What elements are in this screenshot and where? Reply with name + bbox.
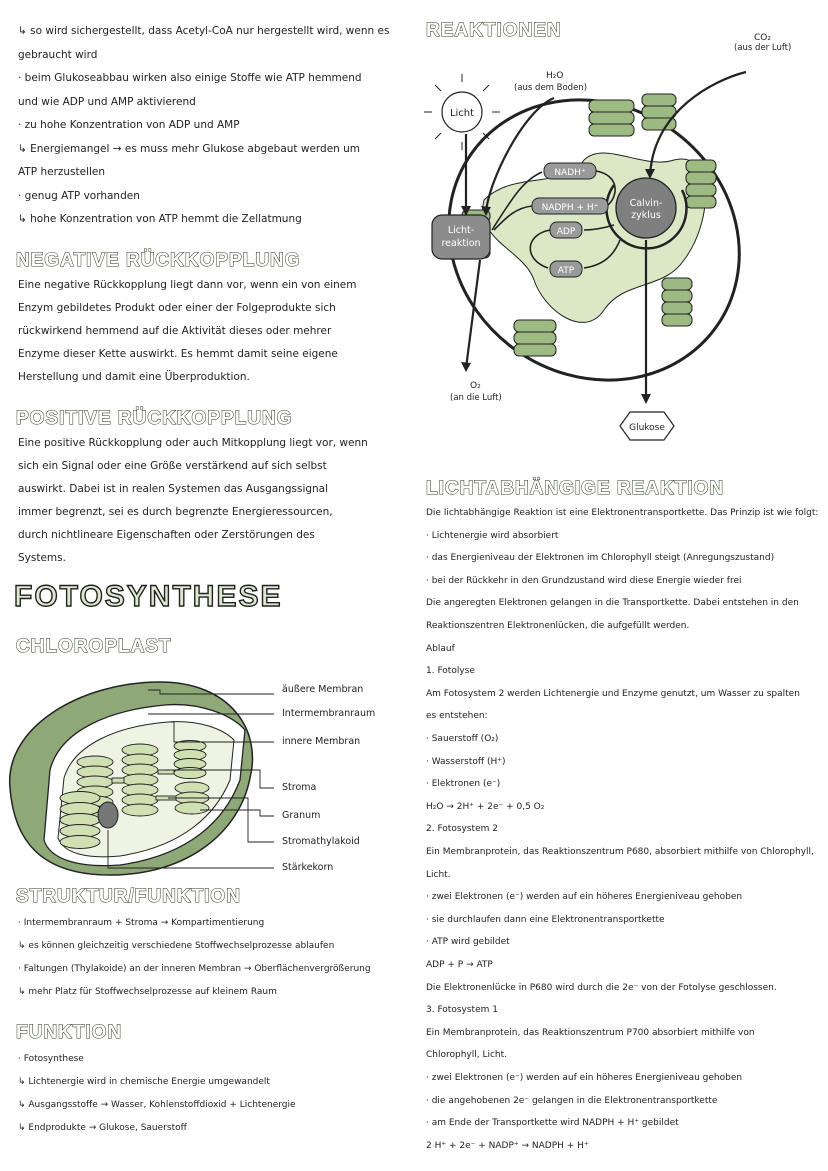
text-line: Chlorophyll, Licht. xyxy=(426,1050,508,1061)
chloroplast-heading: CHLOROPLAST xyxy=(16,636,172,657)
adp-label: ADP xyxy=(556,227,576,237)
stack-right xyxy=(662,278,692,326)
text-line: Herstellung und damit eine Überproduktion. xyxy=(18,371,250,383)
stack-right-top xyxy=(686,160,716,208)
text-line: ↳ es können gleichzeitig verschiedene Stoffwechselprozesse ablaufen xyxy=(18,941,335,951)
co2-sub-label: (aus der Luft) xyxy=(734,43,792,53)
text-line: · Intermembranraum + Stroma → Kompartimentierung xyxy=(18,918,265,928)
text-line: · Fotosynthese xyxy=(18,1054,84,1064)
text-line: Eine positive Rückkopplung oder auch Mitkopplung liegt vor, wenn xyxy=(18,437,368,449)
text-line: Die Elektronenlücke in P680 wird durch die 2e⁻ von der Fotolyse geschlossen. xyxy=(426,982,777,993)
text-line: · das Energieniveau der Elektronen im Chlorophyll steigt (Anregungszustand) xyxy=(426,553,775,564)
photosynthesis-reactions-diagram xyxy=(414,30,828,450)
text-line: Reaktionszentren Elektronenlücken, die aufgefüllt werden. xyxy=(426,621,690,631)
text-line: Die lichtabhängige Reaktion ist eine Elektronentransportkette. Das Prinzip ist wie folgt: xyxy=(426,508,819,518)
stroma-thylakoid-2 xyxy=(158,770,174,774)
text-line: · zwei Elektronen (e⁻) werden auf ein höheres Energieniveau gehoben xyxy=(426,892,743,903)
text-line: ADP + P → ATP xyxy=(426,960,493,970)
text-line: · sie durchlaufen dann eine Elektronentransportkette xyxy=(426,914,665,925)
o2-label: O₂ xyxy=(470,381,481,391)
light-dependent-reaction-heading: LICHTABHÄNGIGE REAKTION xyxy=(426,478,725,499)
text-line: · Faltungen (Thylakoide) an der inneren Membran → Oberflächenvergrößerung xyxy=(18,964,371,974)
text-line: gebraucht wird xyxy=(18,48,98,61)
chloroplast-illustration xyxy=(0,670,380,885)
text-line: Systems. xyxy=(18,552,66,564)
text-line: · Wasserstoff (H⁺) xyxy=(426,756,506,767)
o2-sub-label: (an die Luft) xyxy=(450,393,502,403)
glucose-label: Glukose xyxy=(629,423,665,433)
text-line: und wie ADP und AMP aktivierend xyxy=(18,95,196,108)
h2o-sub-label: (aus dem Boden) xyxy=(514,83,588,93)
label-stroma: Stroma xyxy=(282,782,317,793)
text-line: immer begrenzt, sei es durch begrenzte Energieressourcen, xyxy=(18,506,333,518)
page-title-fotosynthese: FOTOSYNTHESE xyxy=(14,580,283,613)
text-line: ↳ hohe Konzentration von ATP hemmt die Zellatmung xyxy=(18,213,302,225)
text-line: Am Fotosystem 2 werden Lichtenergie und Enzyme genutzt, um Wasser zu spalten xyxy=(426,688,800,699)
calvin-cycle-label-1: Calvin- xyxy=(629,198,663,209)
text-line: Enzyme dieser Kette auswirkt. Es hemmt damit seine eigene xyxy=(18,348,338,360)
text-line: Die angeregten Elektronen gelangen in die Transportkette. Dabei entstehen in den xyxy=(426,598,799,609)
text-line: es entstehen: xyxy=(426,711,488,722)
reactions-heading: REAKTIONEN xyxy=(426,20,562,41)
text-line: Licht. xyxy=(426,869,451,880)
label-outer-membrane: äußere Membran xyxy=(282,684,364,695)
calvin-cycle-label-2: zyklus xyxy=(631,210,661,221)
nadph-plus-label: NADH⁺ xyxy=(554,168,586,178)
text-line: 2 H⁺ + 2e⁻ + NADP⁺ → NADPH + H⁺ xyxy=(426,1140,589,1151)
text-line: durch nichtlineare Eigenschaften oder Zerstörungen des xyxy=(18,529,315,541)
text-line: sich ein Signal oder eine Größe verstärkend auf sich selbst xyxy=(18,460,327,472)
text-line: ↳ Energiemangel → es muss mehr Glukose abgebaut werden um xyxy=(18,142,361,155)
text-line: Ein Membranprotein, das Reaktionszentrum P680, absorbiert mithilfe von Chlorophyll, xyxy=(426,847,814,857)
text-line: Ein Membranprotein, das Reaktionszentrum P700 absorbiert mithilfe von xyxy=(426,1027,755,1038)
co2-label: CO₂ xyxy=(754,33,771,43)
text-line: ↳ Ausgangsstoffe → Wasser, Kohlenstoffdioxid + Lichtenergie xyxy=(18,1100,296,1110)
stack-top-right xyxy=(642,94,676,130)
right-column xyxy=(414,0,828,1171)
text-line: 2. Fotosystem 2 xyxy=(426,824,498,835)
sun-label: Licht xyxy=(449,108,475,119)
text-line: · am Ende der Transportkette wird NADPH + H⁺ gebildet xyxy=(426,1118,679,1129)
text-line: · beim Glukoseabbau wirken also einige Stoffe wie ATP hemmend xyxy=(18,72,362,84)
h2o-label: H₂O xyxy=(546,71,564,81)
label-intermembrane-space: Intermembranraum xyxy=(282,708,376,719)
left-column xyxy=(0,0,410,1171)
atp-label: ATP xyxy=(557,266,575,276)
stroma-thylakoid-1 xyxy=(112,778,124,783)
granum-5 xyxy=(60,792,100,849)
text-line: ↳ Lichtenergie wird in chemische Energie umgewandelt xyxy=(18,1077,270,1087)
light-reaction-label-2: reaktion xyxy=(441,238,481,249)
text-line: Ablauf xyxy=(426,643,455,654)
text-line: 3. Fotosystem 1 xyxy=(426,1005,498,1016)
text-line: rückwirkend hemmend auf die Aktivität dieses oder mehrer xyxy=(18,325,332,337)
text-line: ↳ mehr Platz für Stoffwechselprozesse auf kleinem Raum xyxy=(18,987,277,997)
starch-grain xyxy=(98,802,118,828)
positive-feedback-heading: POSITIVE RÜCKKOPPLUNG xyxy=(16,408,293,429)
label-inner-membrane: innere Membran xyxy=(282,736,361,747)
text-line: · genug ATP vorhanden xyxy=(18,189,140,202)
text-line: · bei der Rückkehr in den Grundzustand wird diese Energie wieder frei xyxy=(426,575,742,586)
label-starch-grain: Stärkekorn xyxy=(282,862,334,873)
text-line: · Sauerstoff (O₂) xyxy=(426,734,499,744)
text-line: · Elektronen (e⁻) xyxy=(426,779,501,790)
text-line: auswirkt. Dabei ist in realen Systemen das Ausgangssignal xyxy=(18,483,329,495)
text-line: ATP herzustellen xyxy=(18,166,106,178)
nadph-h-label: NADPH + H⁺ xyxy=(541,203,599,213)
text-line: · Lichtenergie wird absorbiert xyxy=(426,530,559,541)
text-line: Eine negative Rückkopplung liegt dann vor, wenn ein von einem xyxy=(18,279,357,291)
label-granum: Granum xyxy=(282,810,321,821)
text-line: · ATP wird gebildet xyxy=(426,937,510,948)
text-line: · zu hohe Konzentration von ADP und AMP xyxy=(18,119,240,131)
label-stroma-thylakoid: Stromathylakoid xyxy=(282,836,360,847)
stack-top xyxy=(589,100,634,136)
structure-function-heading: STRUKTUR/FUNKTION xyxy=(16,886,241,907)
text-line: ↳ Endprodukte → Glukose, Sauerstoff xyxy=(18,1123,187,1133)
text-line: ↳ so wird sichergestellt, dass Acetyl-CoA nur hergestellt wird, wenn es xyxy=(18,25,390,37)
text-line: Enzym gebildetes Produkt oder einer der Folgeprodukte sich xyxy=(18,302,336,314)
text-line: H₂O → 2H⁺ + 2e⁻ + 0,5 O₂ xyxy=(426,801,545,812)
text-line: 1. Fotolyse xyxy=(426,666,475,677)
light-reaction-box xyxy=(432,215,490,259)
text-line: · zwei Elektronen (e⁻) werden auf ein höheres Energieniveau gehoben xyxy=(426,1073,743,1083)
stack-bottom xyxy=(514,320,556,356)
text-line: · die angehobenen 2e⁻ gelangen in die Elektronentransportkette xyxy=(426,1095,718,1106)
light-reaction-label-1: Licht- xyxy=(447,225,475,236)
negative-feedback-heading: NEGATIVE RÜCKKOPPLUNG xyxy=(16,250,301,271)
function-heading: FUNKTION xyxy=(16,1022,123,1043)
